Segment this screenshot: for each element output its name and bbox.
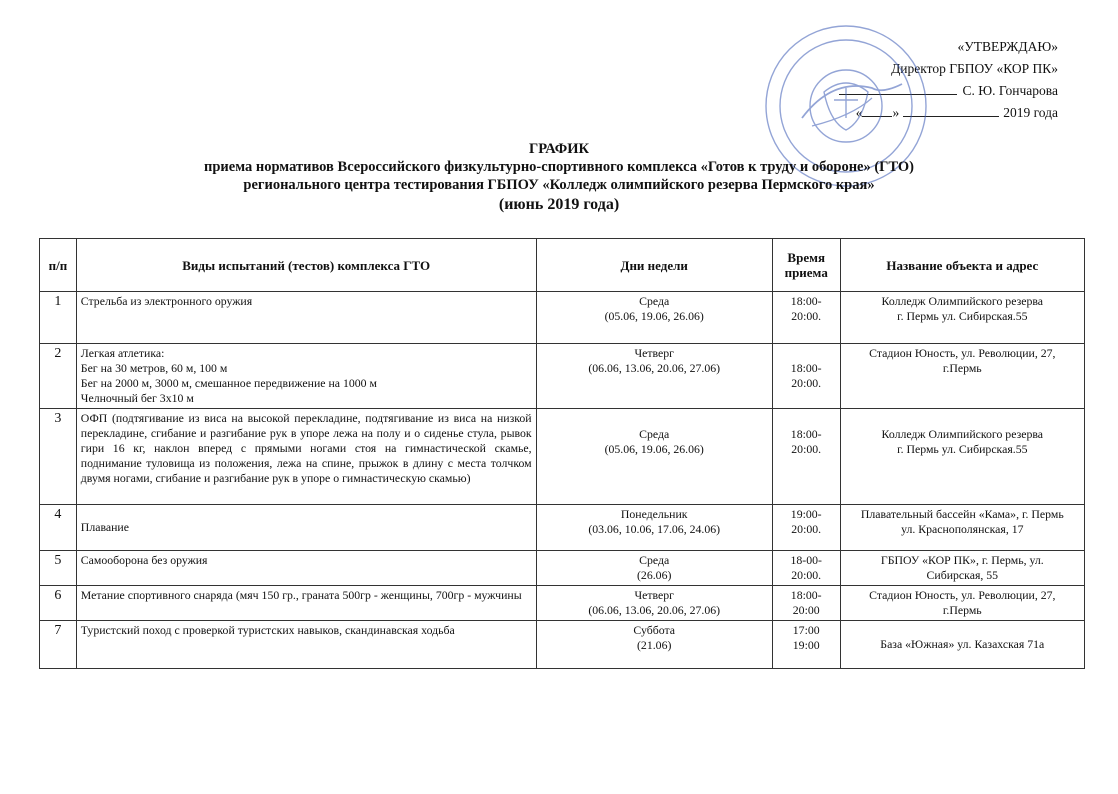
table-row — [40, 505, 1085, 551]
schedule-table — [39, 238, 1085, 669]
venue-address: Колледж Олимпийского резерва г. Пермь ул. Сибирская.55 — [840, 409, 1084, 505]
test-name: Плавание — [76, 505, 536, 551]
test-name: Стрельба из электронного оружия — [76, 292, 536, 344]
approval-date-line — [839, 102, 1058, 124]
approval-signature-line — [839, 80, 1058, 102]
document-subtitle-1: приема нормативов Всероссийского физкультурно-спортивного комплекса «Готов к труду и обороне» (ГТО) — [204, 159, 914, 175]
week-days: Среда (05.06, 19.06, 26.06) — [536, 409, 772, 505]
reception-time: 18:00- 20:00. — [772, 292, 840, 344]
row-number: 3 — [40, 409, 77, 505]
document-header — [0, 140, 1118, 216]
week-days: Четверг (06.06, 13.06, 20.06, 27.06) — [536, 586, 772, 621]
date-close-quote: » — [892, 105, 900, 120]
approval-signer: С. Ю. Гончарова — [962, 83, 1058, 98]
test-name: Метание спортивного снаряда (мяч 150 гр., граната 500гр - женщины, 700гр - мужчины — [76, 586, 536, 621]
column-header-time: Время приема — [772, 239, 840, 292]
column-header-days: Дни недели — [536, 239, 772, 292]
document-title: ГРАФИК — [528, 141, 590, 157]
venue-address: Стадион Юность, ул. Революции, 27, г.Пермь — [840, 344, 1084, 409]
reception-time: 17:00 19:00 — [772, 621, 840, 669]
test-name: Самооборона без оружия — [76, 551, 536, 586]
test-name: Легкая атлетика: Бег на 30 метров, 60 м, 100 м Бег на 2000 м, 3000 м, смешанное передвижение на 1000 м Челночный бег 3х10 м — [76, 344, 536, 409]
row-number: 6 — [40, 586, 77, 621]
column-header-number: п/п — [40, 239, 77, 292]
venue-address: Плавательный бассейн «Кама», г. Пермь ул. Краснополянская, 17 — [840, 505, 1084, 551]
table-row — [40, 551, 1085, 586]
approval-line-1: «УТВЕРЖДАЮ» — [957, 39, 1058, 54]
week-days: Понедельник (03.06, 10.06, 17.06, 24.06) — [536, 505, 772, 551]
week-days: Четверг (06.06, 13.06, 20.06, 27.06) — [536, 344, 772, 409]
column-header-place: Название объекта и адрес — [840, 239, 1084, 292]
reception-time: 19:00- 20:00. — [772, 505, 840, 551]
week-days: Суббота (21.06) — [536, 621, 772, 669]
week-days: Среда (05.06, 19.06, 26.06) — [536, 292, 772, 344]
row-number: 1 — [40, 292, 77, 344]
date-open-quote: « — [855, 105, 863, 120]
reception-time: 18:00- 20:00. — [772, 409, 840, 505]
row-number: 5 — [40, 551, 77, 586]
table-header-row — [40, 239, 1085, 292]
reception-time: 18-00- 20:00. — [772, 551, 840, 586]
reception-time: 18:00- 20:00. — [772, 344, 840, 409]
test-name: Туристский поход с проверкой туристских навыков, скандинавская ходьба — [76, 621, 536, 669]
row-number: 4 — [40, 505, 77, 551]
row-number: 7 — [40, 621, 77, 669]
venue-address: Колледж Олимпийского резерва г. Пермь ул. Сибирская.55 — [840, 292, 1084, 344]
approval-block — [839, 36, 1058, 124]
table-row — [40, 586, 1085, 621]
document-period: (июнь 2019 года) — [498, 196, 620, 213]
week-days: Среда (26.06) — [536, 551, 772, 586]
table-row — [40, 292, 1085, 344]
approval-year: 2019 года — [1003, 105, 1058, 120]
document-subtitle-2: регионального центра тестирования ГБПОУ «Колледж олимпийского резерва Пермского края» — [243, 177, 875, 193]
venue-address: База «Южная» ул. Казахская 71а — [840, 621, 1084, 669]
signature-blank — [839, 82, 957, 95]
row-number: 2 — [40, 344, 77, 409]
venue-address: Стадион Юность, ул. Революции, 27, г.Пермь — [840, 586, 1084, 621]
table-row — [40, 344, 1085, 409]
test-name: ОФП (подтягивание из виса на высокой перекладине, подтягивание из виса на низкой перекладине, сгибание и разгибание рук в упоре лежа на полу и о сиденье стула, рывок гири 16 кг, наклон вперед с прямыми ногами стоя на гимнастической скамье, поднимание туловища из положения, лежа на спине, прыжок в длину с места толчком двумя ногами, сгибание и разгибание рук в упоре о гимнастическую скамью) — [76, 409, 536, 505]
reception-time: 18:00- 20:00 — [772, 586, 840, 621]
venue-address: ГБПОУ «КОР ПК», г. Пермь, ул. Сибирская, 55 — [840, 551, 1084, 586]
date-day-blank — [862, 104, 892, 117]
date-month-blank — [903, 104, 999, 117]
column-header-test: Виды испытаний (тестов) комплекса ГТО — [76, 239, 536, 292]
table-row — [40, 621, 1085, 669]
approval-position: Директор ГБПОУ «КОР ПК» — [891, 61, 1058, 76]
table-row — [40, 409, 1085, 505]
